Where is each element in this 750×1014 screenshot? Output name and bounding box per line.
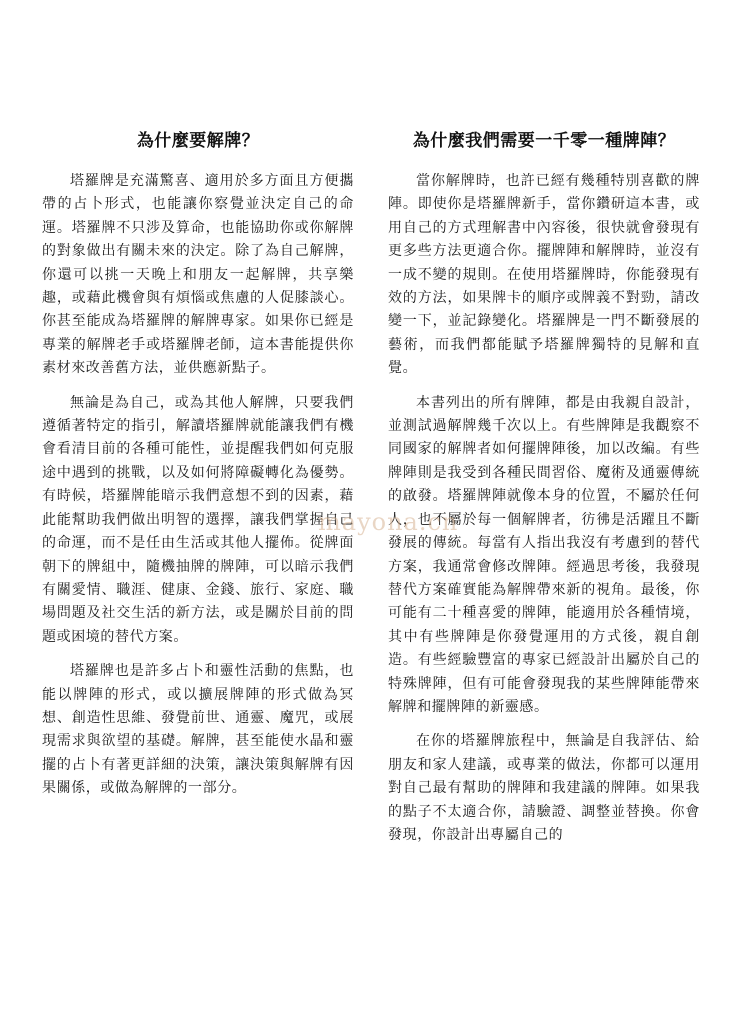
right-paragraph-3: 在你的塔羅牌旅程中，無論是自我評估、給朋友和家人建議，或專業的做法，你都可以運用對自己最有幫助的牌陣和我建議的牌陣。如果我的點子不太適合你，請驗證、調整並替換。你會發現，你設計出專屬自己的 [388, 733, 700, 843]
right-column [388, 128, 700, 858]
right-paragraph-1: 當你解牌時，也許已經有幾種特別喜歡的牌陣。即使你是塔羅牌新手，當你鑽研這本書，或用自己的方式理解書中內容後，很快就會發現有更多些方法更適合你。擺牌陣和解牌時，並沒有一成不變的規則。在使用塔羅牌時，你能發現有效的方法，如果牌卡的順序或牌義不對勁，請改變一下，並記錄變化。塔羅牌是一門不斷發展的藝術，而我們都能賦予塔羅牌獨特的見解和直覺。 [388, 173, 700, 377]
right-paragraph-2: 本書列出的所有牌陣，都是由我親自設計，並測試過解牌幾千次以上。有些牌陣是我觀察不同國家的解牌者如何擺牌陣後，加以改編。有些牌陣則是我受到各種民間習俗、魔術及通靈傳統的啟發。塔羅牌陣就像本身的位置，不屬於任何人，也不屬於每一個解牌者，彷彿是活躍且不斷發展的傳統。每當有人指出我沒有考慮到的替代方案，我通常會修改牌陣。經過思考後，我發現替代方案確實能為解牌帶來新的視角。最後，你可能有二十種喜愛的牌陣，能適用於各種情境，其中有些牌陣是你發覺運用的方式後，親自創造。有些經驗豐富的專家已經設計出屬於自己的特殊牌陣，但有可能會發現我的某些牌陣能帶來解牌和擺牌陣的新靈感。 [388, 394, 700, 715]
watermark: mayona.cn [318, 508, 459, 536]
left-paragraph-2: 無論是為自己，或為其他人解牌，只要我們遵循著特定的指引，解讀塔羅牌就能讓我們有機會看清目前的各種可能性，並提醒我們如何克服途中遇到的挑戰，以及如何將障礙轉化為優勢。有時候，塔羅牌能暗示我們意想不到的因素，藉此能幫助我們做出明智的選擇，讓我們掌握自己的命運，而不是任由生活或其他人擺佈。從牌面朝下的牌組中，隨機抽牌的牌陣，可以暗示我們有關愛情、職涯、健康、金錢、旅行、家庭、職場問題及社交生活的新方法，或是關於目前的問題或困境的替代方案。 [42, 394, 354, 645]
left-heading: 為什麼要解牌？ [136, 131, 260, 151]
left-paragraph-1: 塔羅牌是充滿驚喜、適用於多方面且方便攜帶的占卜形式，也能讓你察覺並決定自己的命運。塔羅牌不只涉及算命，也能協助你或你解牌的對象做出有關未來的決定。除了為自己解牌，你還可以挑一天晚上和朋友一起解牌，共享樂趣，或藉此機會與有煩惱或焦慮的人促膝談心。你甚至能成為塔羅牌的解牌專家。如果你已經是專業的解牌老手或塔羅牌老師，這本書能提供你素材來改善舊方法，並供應新點子。 [42, 173, 354, 377]
left-column [42, 128, 354, 812]
right-heading: 為什麼我們需要一千零一種牌陣？ [412, 131, 676, 151]
left-paragraph-3: 塔羅牌也是許多占卜和靈性活動的焦點，也能以牌陣的形式，或以擴展牌陣的形式做為冥想、創造性思維、發覺前世、通靈、魔咒，或展現需求與欲望的基礎。解牌，甚至能使水晶和靈擺的占卜有著更詳細的決策，讓決策與解牌有因果關係，或做為解牌的一部分。 [42, 663, 354, 797]
